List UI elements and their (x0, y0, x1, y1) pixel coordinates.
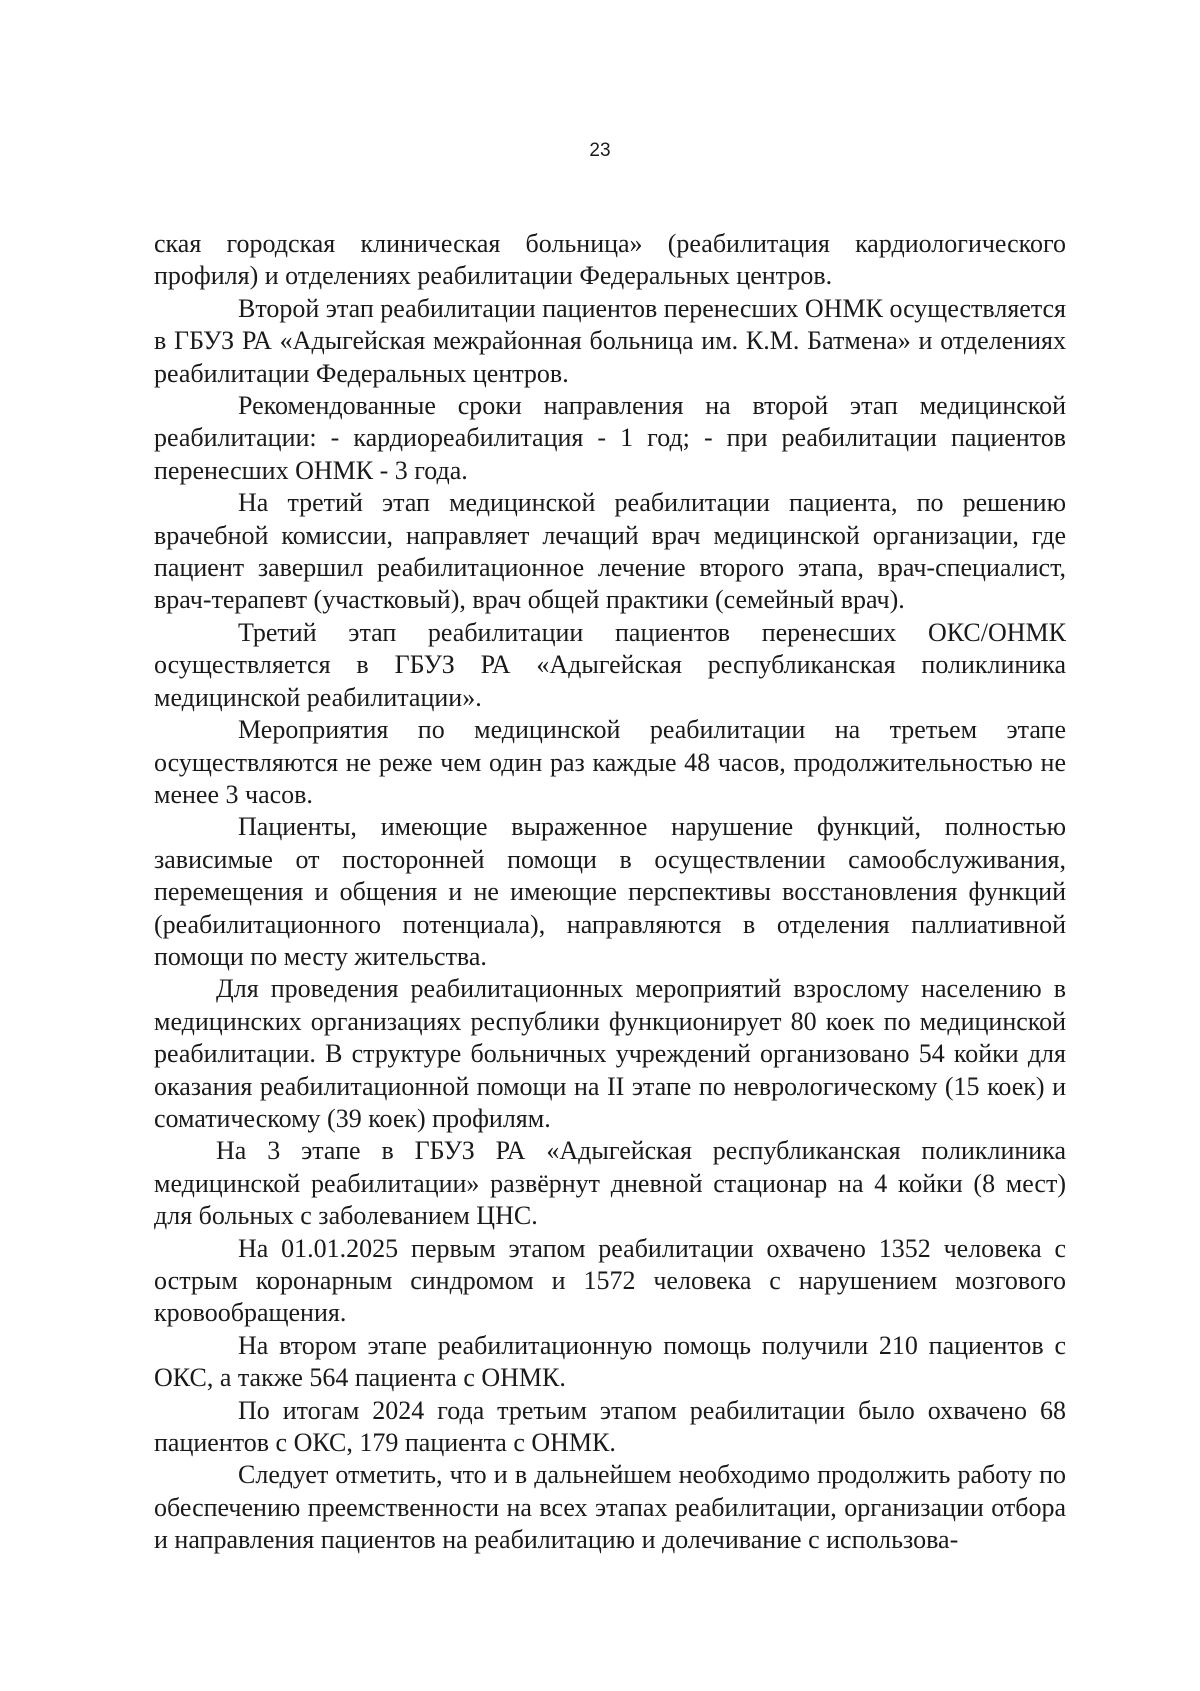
page-number: 23 (589, 140, 611, 161)
paragraph-4: На третий этап медицинской реабилитации пациента, по решению врачебной комиссии, направляет лечащий врач медицинской организации, где пациент завершил реабилитационное лечение второго этапа, врач-специалист, врач-терапевт (участковый), врач общей практики (семейный врач). (154, 488, 1066, 615)
paragraph-10: На 01.01.2025 первым этапом реабилитации охвачено 1352 человека с острым коронарным синдромом и 1572 человека с нарушением мозгового кровообращения. (154, 1233, 1066, 1328)
paragraph-2: Второй этап реабилитации пациентов перенесших ОНМК осуществляется в ГБУЗ РА «Адыгейская межрайонная больница им. К.М. Батмена» и отделениях реабилитации Федеральных центров. (154, 293, 1066, 388)
paragraph-7: Пациенты, имеющие выраженное нарушение функций, полностью зависимые от посторонней помощи в осуществлении самообслуживания, перемещения и общения и не имеющие перспективы восстановления функций (реабилитационного потенциала), направляются в отделения паллиативной помощи по месту жительства. (154, 812, 1066, 971)
paragraph-11: На втором этапе реабилитационную помощь получили 210 пациентов с ОКС, а также 564 пациента с ОНМК. (154, 1330, 1066, 1393)
paragraph-6: Мероприятия по медицинской реабилитации на третьем этапе осуществляются не реже чем один раз каждые 48 часов, продолжительностью не менее 3 часов. (154, 715, 1066, 809)
paragraph-12: По итогам 2024 года третьим этапом реабилитации было охвачено 68 пациентов с ОКС, 179 пациента с ОНМК. (154, 1395, 1066, 1458)
paragraph-5: Третий этап реабилитации пациентов перенесших ОКС/ОНМК осуществляется в ГБУЗ РА «Адыгейская республиканская поликлиника медицинской реабилитации». (154, 617, 1066, 712)
paragraph-13: Следует отметить, что и в дальнейшем необходимо продолжить работу по обеспечению преемственности на всех этапах реабилитации, организации отбора и направления пациентов на реабилитацию и долечивание с использова- (154, 1460, 1066, 1555)
paragraph-9: На 3 этапе в ГБУЗ РА «Адыгейская республиканская поликлиника медицинской реабилитации» развёрнут дневной стационар на 4 койки (8 мест) для больных с заболеванием ЦНС. (154, 1136, 1066, 1231)
paragraph-8: Для проведения реабилитационных мероприятий взрослому населению в медицинских организациях республики функционирует 80 коек по медицинской реабилитации. В структуре больничных учреждений организовано 54 койки для оказания реабилитационной помощи на II этапе по неврологическому (15 коек) и соматическому (39 коек) профилям. (154, 974, 1066, 1133)
document-body (154, 228, 1066, 1557)
paragraph-1: ская городская клиническая больница» (реабилитация кардиологического профиля) и отделениях реабилитации Федеральных центров. (154, 229, 1066, 291)
paragraph-3: Рекомендованные сроки направления на второй этап медицинской реабилитации: - кардиореабилитация - 1 год; - при реабилитации пациентов перенесших ОНМК - 3 года. (154, 391, 1066, 485)
